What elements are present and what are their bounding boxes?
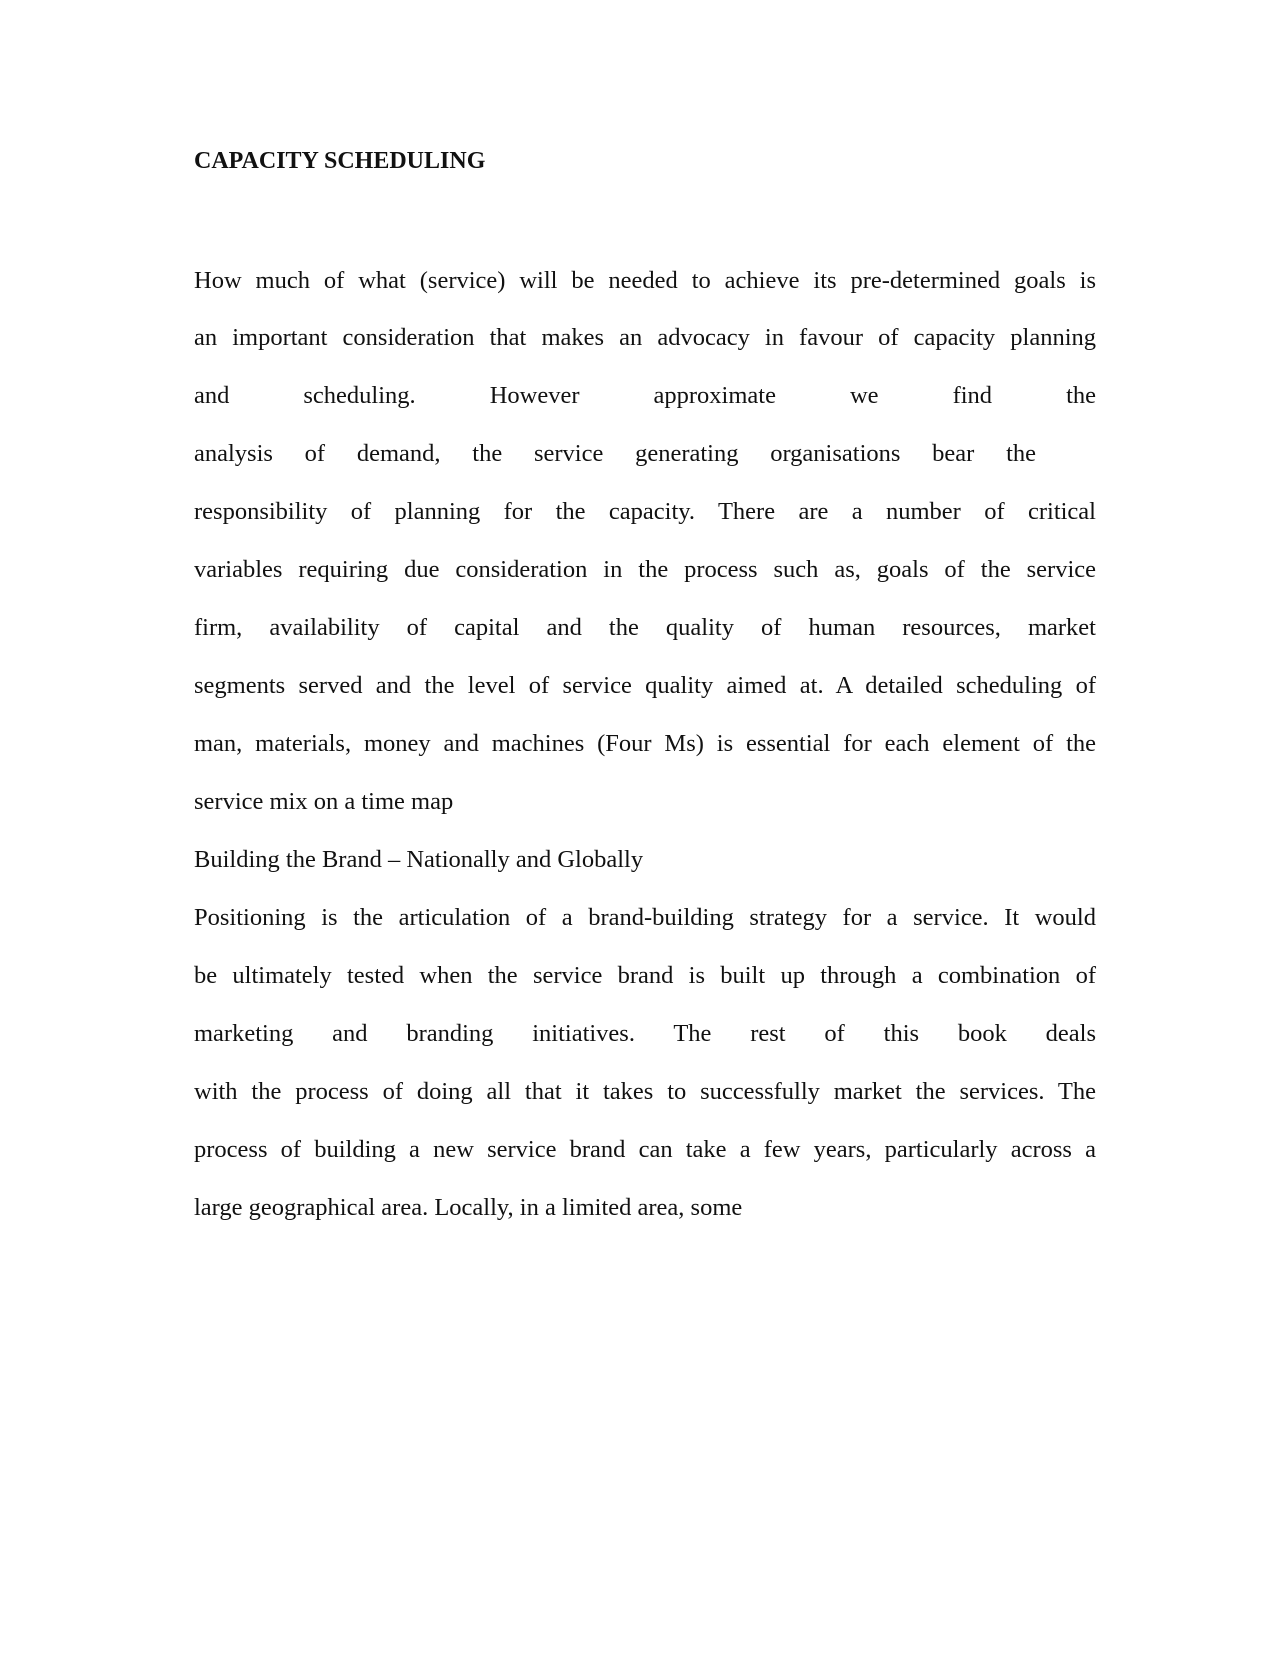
body-line: man, materials, money and machines (Four Ms) is essential for each element of the: [194, 730, 1096, 757]
section-subheading: Building the Brand – Nationally and Globally: [194, 846, 644, 873]
body-line: large geographical area. Locally, in a limited area, some: [194, 1194, 743, 1221]
body-line: analysis of demand, the service generating organisations bear the: [194, 440, 1036, 467]
body-line: How much of what (service) will be needed to achieve its pre-determined goals is: [194, 267, 1096, 294]
body-line: process of building a new service brand can take a few years, particularly across a: [194, 1136, 1096, 1163]
body-line: be ultimately tested when the service brand is built up through a combination of: [194, 962, 1096, 989]
body-line: segments served and the level of service quality aimed at. A detailed scheduling of: [194, 672, 1096, 699]
body-line: firm, availability of capital and the quality of human resources, market: [194, 614, 1096, 641]
body-line: marketing and branding initiatives. The rest of this book deals: [194, 1020, 1096, 1047]
body-line: variables requiring due consideration in the process such as, goals of the service: [194, 556, 1096, 583]
body-line: with the process of doing all that it takes to successfully market the services. The: [194, 1078, 1096, 1105]
body-line: and scheduling. However approximate we find the: [194, 382, 1096, 409]
page-title: CAPACITY SCHEDULING: [194, 148, 486, 174]
body-line: service mix on a time map: [194, 788, 454, 815]
body-line: responsibility of planning for the capacity. There are a number of critical: [194, 498, 1096, 525]
body-line: Positioning is the articulation of a brand-building strategy for a service. It would: [194, 904, 1096, 931]
body-line: an important consideration that makes an advocacy in favour of capacity planning: [194, 324, 1096, 351]
